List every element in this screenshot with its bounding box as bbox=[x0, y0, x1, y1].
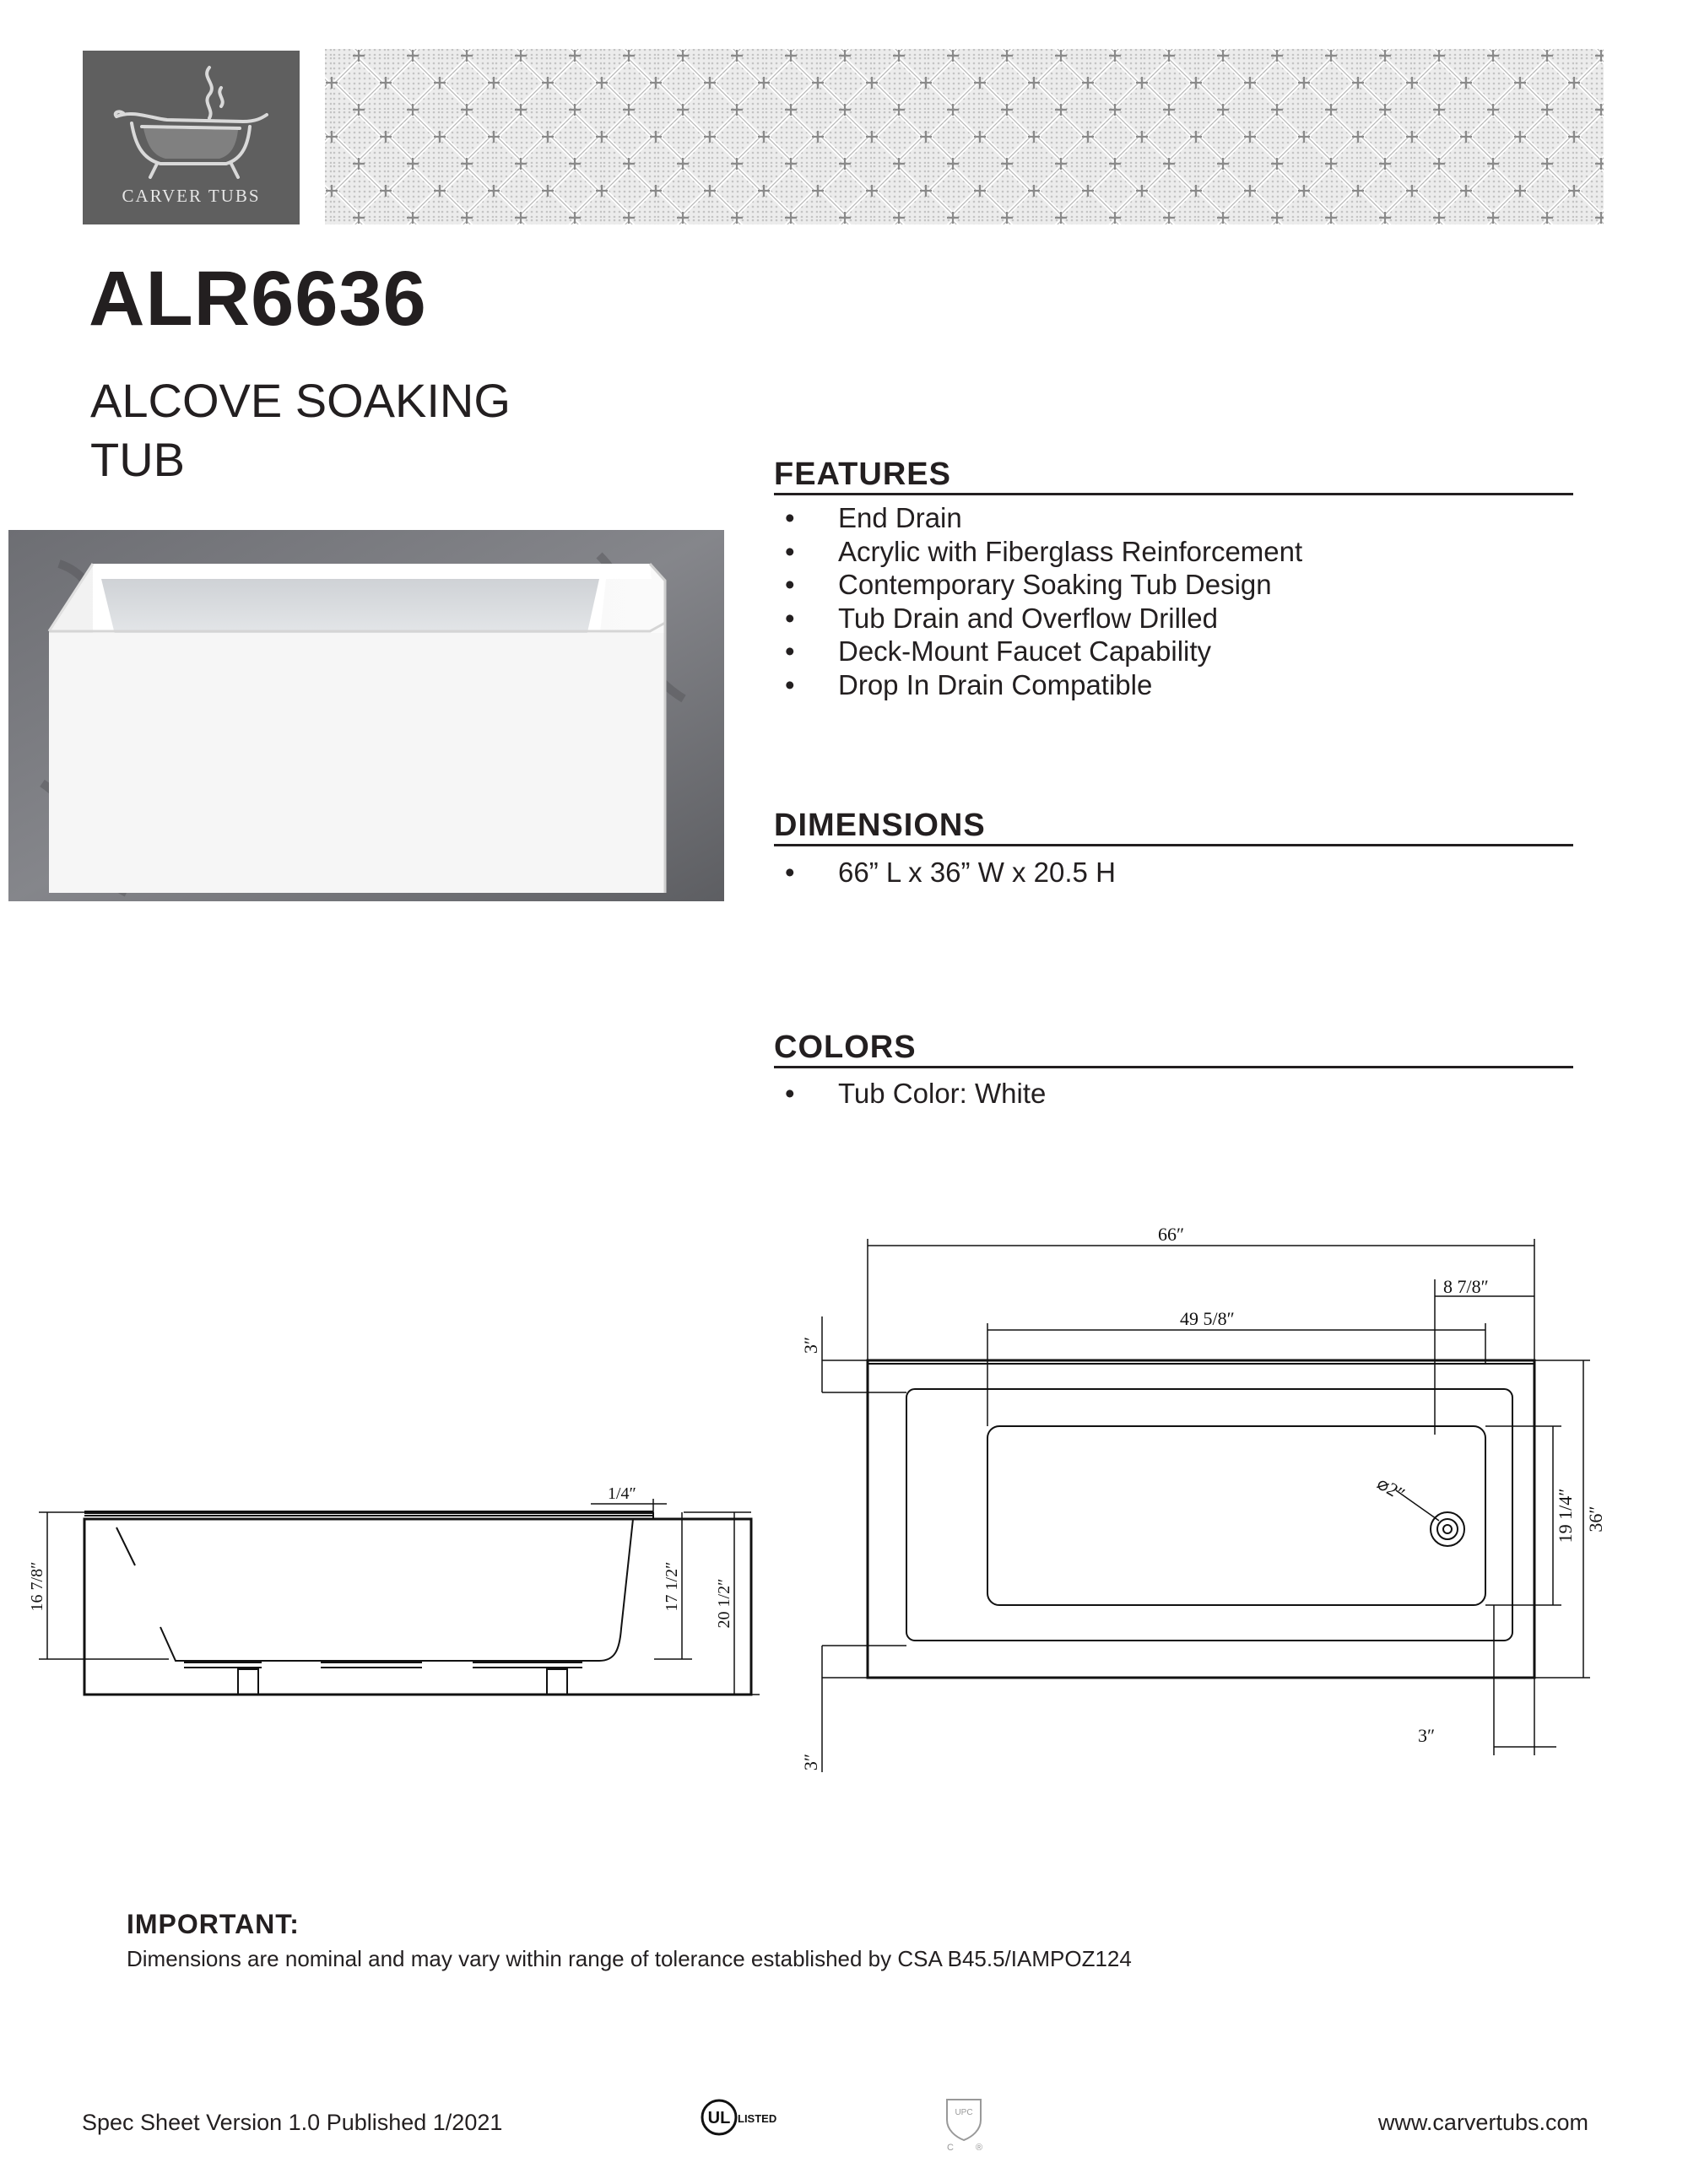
bullet-icon: • bbox=[785, 857, 795, 888]
bullet-icon: • bbox=[785, 1078, 795, 1109]
brand-logo bbox=[83, 51, 300, 224]
svg-text:UPC: UPC bbox=[955, 2108, 973, 2117]
list-item: • 66” L x 36” W x 20.5 H bbox=[785, 857, 1116, 888]
bullet-icon: • bbox=[785, 569, 795, 600]
colors-heading: COLORS bbox=[774, 1029, 1573, 1068]
list-item: • End Drain bbox=[785, 502, 962, 533]
dim-inner-depth-right: 17 1/2″ bbox=[663, 1561, 681, 1612]
svg-text:UL: UL bbox=[707, 2109, 731, 2127]
dim-apron-bottom: 3″ bbox=[800, 1753, 821, 1771]
dimensions-heading: DIMENSIONS bbox=[774, 807, 1573, 846]
dim-apron-top: 3″ bbox=[800, 1336, 821, 1354]
website-link[interactable]: www.carvertubs.com bbox=[1377, 2110, 1588, 2135]
bullet-icon: • bbox=[785, 602, 795, 634]
dim-right-offset: 8 7/8″ bbox=[1443, 1276, 1489, 1297]
important-note: Dimensions are nominal and may vary within range of tolerance established by CSA B45.5/IAMPOZ124 bbox=[127, 1946, 1132, 1971]
list-item: • Tub Drain and Overflow Drilled bbox=[785, 602, 1218, 634]
bullet-icon: • bbox=[785, 502, 795, 533]
top-view-drawing bbox=[793, 1215, 1604, 1772]
important-heading: IMPORTANT: bbox=[127, 1909, 300, 1939]
spec-version: Spec Sheet Version 1.0 Published 1/2021 bbox=[82, 2110, 503, 2135]
ul-listed-icon bbox=[701, 2096, 785, 2138]
svg-text:®: ® bbox=[976, 2143, 983, 2153]
list-item: • Contemporary Soaking Tub Design bbox=[785, 569, 1272, 600]
csa-upc-icon bbox=[939, 2091, 989, 2152]
model-number: ALR6636 bbox=[89, 256, 427, 342]
dim-right-ledge: 3″ bbox=[1418, 1725, 1436, 1746]
dim-overall-length: 66″ bbox=[1158, 1224, 1185, 1245]
dim-inner-width: 19 1/4″ bbox=[1555, 1488, 1576, 1543]
product-title: ALCOVE SOAKING TUB bbox=[90, 374, 511, 486]
list-item: • Drop In Drain Compatible bbox=[785, 668, 1153, 700]
bullet-icon: • bbox=[785, 668, 795, 700]
svg-text:C: C bbox=[947, 2143, 954, 2153]
list-item: • Deck-Mount Faucet Capability bbox=[785, 635, 1212, 667]
svg-text:LISTED: LISTED bbox=[738, 2112, 777, 2125]
bullet-icon: • bbox=[785, 535, 795, 567]
dim-total-height: 20 1/2″ bbox=[715, 1578, 733, 1629]
brand-name: CARVER TUBS bbox=[122, 186, 261, 206]
list-item: • Tub Color: White bbox=[785, 1078, 1047, 1109]
features-heading: FEATURES bbox=[774, 456, 1573, 495]
diamond-lattice-pattern bbox=[325, 49, 1604, 224]
side-view-drawing bbox=[25, 1460, 768, 1722]
dim-drain-diameter: ⌀2″ bbox=[1373, 1472, 1409, 1506]
colors-list bbox=[785, 1077, 1046, 1111]
features-list bbox=[785, 501, 1302, 701]
list-item: • Acrylic with Fiberglass Reinforcement bbox=[785, 535, 1303, 567]
dim-inner-length: 49 5/8″ bbox=[1180, 1308, 1235, 1329]
bullet-icon: • bbox=[785, 635, 795, 667]
dim-inner-depth-left: 16 7/8″ bbox=[28, 1561, 46, 1612]
dim-overall-width: 36″ bbox=[1585, 1506, 1606, 1533]
alcove-tub-photo bbox=[8, 530, 724, 901]
dimensions-list bbox=[785, 856, 1116, 889]
dim-top-offset: 1/4″ bbox=[608, 1484, 636, 1503]
